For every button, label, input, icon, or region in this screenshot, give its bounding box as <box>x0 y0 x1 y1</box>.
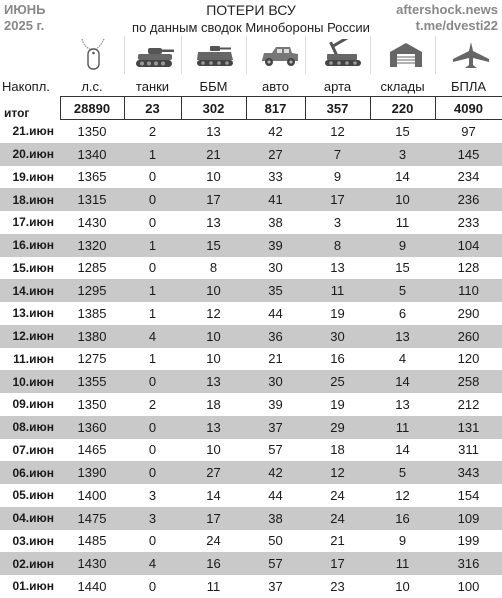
table-cell: 104 <box>435 234 502 257</box>
table-cell: 17 <box>305 188 370 211</box>
table-cell: 1360 <box>60 416 124 439</box>
table-cell: 13 <box>206 123 221 139</box>
table-cell: 1275 <box>77 351 107 367</box>
total-cell: 357 <box>305 97 370 120</box>
source-block <box>396 2 498 34</box>
table-cell: 12 <box>206 305 221 321</box>
table-cell: 4 <box>124 552 181 575</box>
table-cell: 9 <box>370 234 435 257</box>
table-cell: 1285 <box>77 260 107 276</box>
table-cell: 30 <box>268 260 283 276</box>
table-cell: 24 <box>206 533 221 549</box>
table-cell: 29 <box>305 416 370 439</box>
table-cell: 21 <box>268 351 283 367</box>
table-cell: 12 <box>305 461 370 484</box>
row-date: 21.июн <box>12 124 54 139</box>
table-cell: 1355 <box>60 370 124 393</box>
table-cell: 30 <box>246 370 305 393</box>
totals-row <box>0 97 502 120</box>
table-cell: 0 <box>148 533 157 549</box>
table-cell: 1365 <box>77 169 107 185</box>
column-header: танки <box>135 79 170 94</box>
table-row <box>0 143 502 166</box>
table-cell: 199 <box>457 533 480 549</box>
table-cell: 44 <box>268 305 283 321</box>
jeep-icon <box>252 36 308 74</box>
table-cell: 1390 <box>60 461 124 484</box>
dogtag-icon <box>66 36 122 74</box>
table-cell: 1320 <box>60 234 124 257</box>
table-cell: 5 <box>370 461 435 484</box>
year-label: 2025 г. <box>4 18 45 33</box>
table-cell: 0 <box>148 260 157 276</box>
table-cell: 36 <box>246 325 305 348</box>
table-cell: 11 <box>370 416 435 439</box>
row-date: 20.июн <box>0 143 60 166</box>
table-cell: 1295 <box>60 279 124 302</box>
table-cell: 15 <box>395 123 410 139</box>
table-row <box>0 461 502 484</box>
table-cell: 39 <box>246 234 305 257</box>
table-cell: 10 <box>206 442 221 458</box>
table-cell: 1485 <box>77 533 107 549</box>
table-cell: 0 <box>124 461 181 484</box>
table-cell: 10 <box>395 578 410 594</box>
table-row <box>0 257 502 280</box>
losses-table <box>0 77 502 598</box>
table-cell: 1 <box>124 143 181 166</box>
table-cell: 11 <box>305 279 370 302</box>
table-cell: 0 <box>148 169 157 185</box>
table-row <box>0 484 502 507</box>
table-cell: 19 <box>330 305 345 321</box>
table-cell: 97 <box>461 123 476 139</box>
table-cell: 13 <box>395 396 410 412</box>
warehouse-icon <box>378 36 434 74</box>
table-cell: 13 <box>206 214 221 230</box>
artillery-icon <box>315 36 371 74</box>
table-row <box>0 120 502 143</box>
table-cell: 38 <box>268 214 283 230</box>
table-cell: 100 <box>457 578 480 594</box>
table-cell: 236 <box>435 188 502 211</box>
table-row <box>0 188 502 211</box>
table-cell: 212 <box>457 396 480 412</box>
table-cell: 0 <box>148 578 157 594</box>
table-cell: 18 <box>330 442 345 458</box>
source-channel: t.me/dvesti22 <box>415 18 498 33</box>
table-cell: 1 <box>124 279 181 302</box>
table-cell: 21 <box>330 533 345 549</box>
table-cell: 10 <box>181 325 246 348</box>
table-cell: 27 <box>181 461 246 484</box>
table-cell: 11 <box>370 552 435 575</box>
table-row <box>0 279 502 302</box>
row-date: 01.июн <box>12 579 54 594</box>
table-cell: 14 <box>395 442 410 458</box>
row-date: 09.июн <box>12 397 54 412</box>
table-cell: 17 <box>181 188 246 211</box>
table-cell: 15 <box>181 234 246 257</box>
table-cell: 57 <box>246 552 305 575</box>
table-cell: 21 <box>181 143 246 166</box>
table-cell: 1400 <box>77 487 107 503</box>
table-cell: 154 <box>457 487 480 503</box>
table-cell: 9 <box>333 169 342 185</box>
tank-icon <box>126 36 182 74</box>
table-cell: 1385 <box>77 305 107 321</box>
corner-label: Накопл. <box>2 79 50 95</box>
table-cell: 1315 <box>60 188 124 211</box>
table-cell: 15 <box>395 260 410 276</box>
table-cell: 42 <box>246 461 305 484</box>
table-cell: 19 <box>330 396 345 412</box>
table-cell: 39 <box>268 396 283 412</box>
table-cell: 23 <box>330 578 345 594</box>
source-site: aftershock.news <box>396 2 498 17</box>
table-cell: 1440 <box>77 578 107 594</box>
drone-icon <box>443 36 499 74</box>
table-cell: 109 <box>435 507 502 530</box>
table-cell: 0 <box>124 370 181 393</box>
column-header: ББМ <box>199 79 228 94</box>
table-cell: 0 <box>148 442 157 458</box>
table-cell: 3 <box>148 487 157 503</box>
table-cell: 17 <box>305 552 370 575</box>
table-row <box>0 370 502 393</box>
table-cell: 233 <box>457 214 480 230</box>
title-main: ПОТЕРИ ВСУ <box>206 2 296 18</box>
table-cell: 2 <box>148 123 157 139</box>
table-cell: 316 <box>435 552 502 575</box>
table-row <box>0 234 502 257</box>
table-cell: 12 <box>330 123 345 139</box>
table-cell: 10 <box>181 279 246 302</box>
total-cell: 23 <box>124 97 181 120</box>
table-cell: 50 <box>268 533 283 549</box>
table-cell: 5 <box>370 279 435 302</box>
table-cell: 35 <box>246 279 305 302</box>
row-date: 18.июн <box>0 188 60 211</box>
table-cell: 1475 <box>60 507 124 530</box>
table-cell: 3 <box>333 214 342 230</box>
daily-rows <box>0 120 502 598</box>
row-date: 13.июн <box>12 306 54 321</box>
table-cell: 1380 <box>60 325 124 348</box>
table-cell: 128 <box>457 260 480 276</box>
table-cell: 3 <box>370 143 435 166</box>
table-cell: 14 <box>206 487 221 503</box>
table-cell: 16 <box>370 507 435 530</box>
table-cell: 11 <box>395 214 410 230</box>
table-row <box>0 393 502 416</box>
table-cell: 4 <box>398 351 407 367</box>
table-cell: 11 <box>206 578 221 594</box>
table-cell: 1465 <box>77 442 107 458</box>
table-cell: 8 <box>209 260 218 276</box>
table-cell: 7 <box>305 143 370 166</box>
table-row <box>0 166 502 189</box>
month-name: ИЮНЬ <box>4 2 46 17</box>
header-row <box>0 77 502 97</box>
table-row <box>0 439 502 462</box>
column-header: арта <box>323 79 352 94</box>
column-header: БПЛА <box>450 79 487 94</box>
table-cell: 6 <box>398 305 407 321</box>
table-cell: 1 <box>148 351 157 367</box>
total-cell: 4090 <box>435 97 502 120</box>
table-cell: 14 <box>395 169 410 185</box>
table-cell: 1 <box>148 305 157 321</box>
title-sub: по данным сводок Минобороны России <box>132 20 370 35</box>
table-cell: 4 <box>124 325 181 348</box>
table-cell: 260 <box>435 325 502 348</box>
column-header: авто <box>262 79 289 94</box>
total-cell: 817 <box>246 97 305 120</box>
table-cell: 13 <box>181 370 246 393</box>
table-cell: 8 <box>305 234 370 257</box>
row-date: 19.июн <box>12 169 54 184</box>
table-cell: 120 <box>457 351 480 367</box>
table-row <box>0 348 502 371</box>
table-cell: 13 <box>330 260 345 276</box>
table-cell: 1340 <box>60 143 124 166</box>
row-date: 04.июн <box>0 507 60 530</box>
table-cell: 38 <box>246 507 305 530</box>
table-cell: 0 <box>148 214 157 230</box>
table-cell: 290 <box>457 305 480 321</box>
row-date: 03.июн <box>12 533 54 548</box>
table-cell: 1 <box>124 234 181 257</box>
table-cell: 10 <box>206 351 221 367</box>
table-row <box>0 416 502 439</box>
table-cell: 9 <box>398 533 407 549</box>
bmp-icon <box>187 36 243 74</box>
table-cell: 37 <box>246 416 305 439</box>
table-row <box>0 575 502 598</box>
row-date: 14.июн <box>0 279 60 302</box>
table-cell: 343 <box>435 461 502 484</box>
table-cell: 1430 <box>60 552 124 575</box>
table-cell: 57 <box>268 442 283 458</box>
row-date: 02.июн <box>0 552 60 575</box>
table-cell: 16 <box>330 351 345 367</box>
table-cell: 1350 <box>77 396 107 412</box>
total-label: итог <box>4 105 30 120</box>
table-cell: 0 <box>124 188 181 211</box>
table-cell: 24 <box>305 507 370 530</box>
row-date: 06.июн <box>0 461 60 484</box>
row-date: 07.июн <box>12 442 54 457</box>
table-cell: 13 <box>181 416 246 439</box>
table-row <box>0 325 502 348</box>
table-cell: 27 <box>246 143 305 166</box>
table-cell: 10 <box>206 169 221 185</box>
total-cell: 28890 <box>60 97 124 120</box>
table-cell: 16 <box>181 552 246 575</box>
column-header: л.с. <box>81 79 103 94</box>
table-row <box>0 552 502 575</box>
row-date: 05.июн <box>12 488 54 503</box>
table-cell: 234 <box>457 169 480 185</box>
table-row <box>0 302 502 325</box>
total-cell: 302 <box>181 97 246 120</box>
table-cell: 1350 <box>77 123 107 139</box>
table-cell: 2 <box>148 396 157 412</box>
table-cell: 1430 <box>77 214 107 230</box>
table-cell: 131 <box>435 416 502 439</box>
column-header: склады <box>380 79 425 94</box>
table-row <box>0 211 502 234</box>
row-date: 11.июн <box>13 351 54 366</box>
row-date: 10.июн <box>0 370 60 393</box>
row-date: 16.июн <box>0 234 60 257</box>
table-cell: 3 <box>124 507 181 530</box>
table-row <box>0 530 502 553</box>
table-cell: 14 <box>370 370 435 393</box>
table-cell: 33 <box>268 169 283 185</box>
table-cell: 10 <box>370 188 435 211</box>
table-cell: 17 <box>181 507 246 530</box>
table-cell: 311 <box>458 442 479 458</box>
row-date: 17.июн <box>12 215 54 230</box>
table-cell: 25 <box>305 370 370 393</box>
icon-strip <box>60 36 502 74</box>
table-cell: 44 <box>268 487 283 503</box>
table-cell: 37 <box>268 578 283 594</box>
table-cell: 24 <box>330 487 345 503</box>
row-date: 08.июн <box>0 416 60 439</box>
table-cell: 13 <box>370 325 435 348</box>
row-date: 12.июн <box>0 325 60 348</box>
table-cell: 41 <box>246 188 305 211</box>
table-cell: 145 <box>435 143 502 166</box>
table-row <box>0 507 502 530</box>
table-cell: 258 <box>435 370 502 393</box>
table-cell: 42 <box>268 123 283 139</box>
table-cell: 30 <box>305 325 370 348</box>
table-cell: 0 <box>124 416 181 439</box>
total-cell: 220 <box>370 97 435 120</box>
table-cell: 110 <box>435 279 502 302</box>
row-date: 15.июн <box>12 260 54 275</box>
table-cell: 12 <box>395 487 410 503</box>
table-cell: 18 <box>206 396 221 412</box>
